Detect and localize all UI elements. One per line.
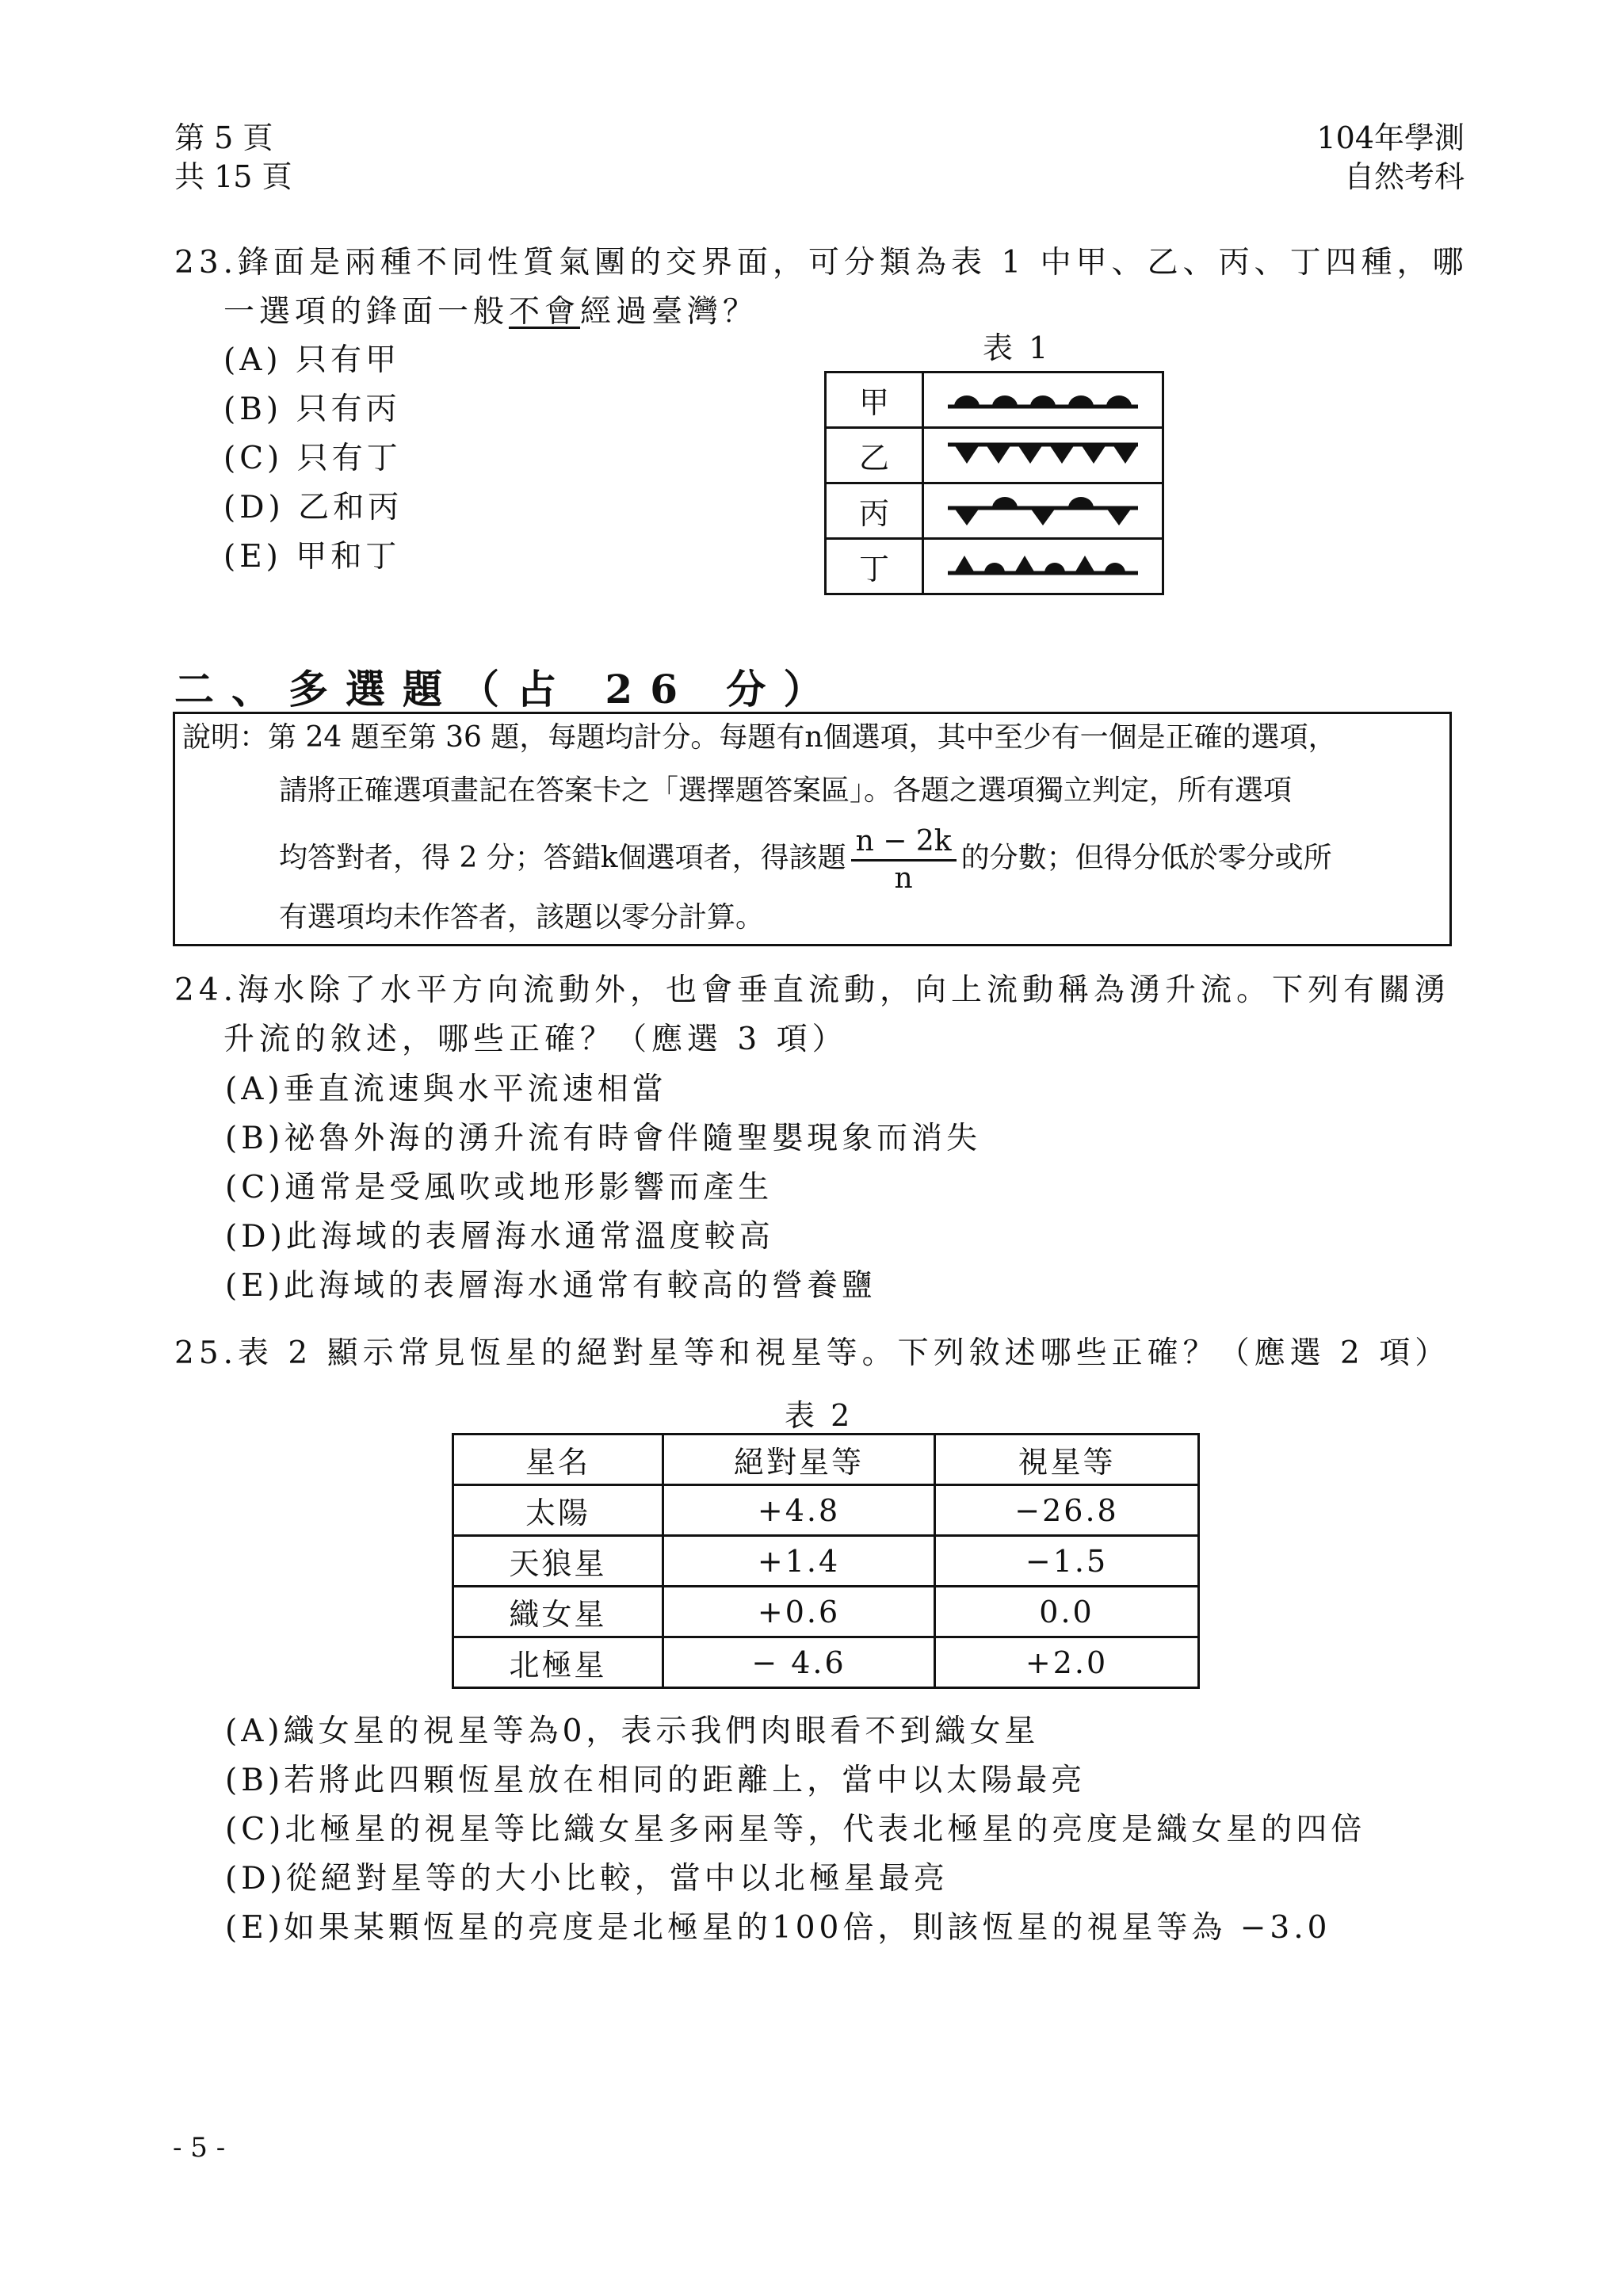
apparent-magnitude: 0.0 bbox=[935, 1587, 1199, 1637]
q25-option-b[interactable]: (B)若將此四顆恆星放在相同的距離上，當中以太陽最亮 bbox=[225, 1763, 1086, 1798]
front-label: 乙 bbox=[826, 428, 923, 483]
q25-option-a[interactable]: (A)織女星的視星等為0，表示我們肉眼看不到織女星 bbox=[225, 1713, 1040, 1749]
occluded-front-symbol bbox=[923, 539, 1163, 594]
q23-option-e[interactable]: (E) 甲和丁 bbox=[223, 539, 401, 575]
fraction-denominator: n bbox=[894, 861, 913, 895]
header-absolute-magnitude: 絕對星等 bbox=[663, 1435, 935, 1485]
fraction-numerator: n − 2k bbox=[851, 824, 957, 861]
table1-title: 表 1 bbox=[983, 330, 1052, 365]
front-label: 甲 bbox=[826, 372, 923, 428]
header-apparent-magnitude: 視星等 bbox=[935, 1435, 1199, 1485]
instructions-line3 bbox=[279, 823, 1332, 896]
absolute-magnitude: +0.6 bbox=[663, 1587, 935, 1637]
front-row-bing bbox=[826, 483, 1163, 539]
q25-stem: 25.表 2 顯示常見恆星的絕對星等和視星等。下列敘述哪些正確？（應選 2 項） bbox=[174, 1335, 1451, 1371]
front-row-ding bbox=[826, 539, 1163, 594]
page-number: - 5 - bbox=[173, 2132, 226, 2164]
front-label: 丙 bbox=[826, 483, 923, 539]
apparent-magnitude: +2.0 bbox=[935, 1637, 1199, 1688]
q24-option-a[interactable]: (A)垂直流速與水平流速相當 bbox=[225, 1072, 667, 1107]
q24-option-c[interactable]: (C)通常是受風吹或地形影響而產生 bbox=[225, 1170, 773, 1205]
q23-underlined-word: 不會 bbox=[509, 294, 581, 330]
table2-title: 表 2 bbox=[785, 1398, 854, 1433]
section-title: 二、多選題（占 26 分） bbox=[174, 666, 841, 712]
header-star-name: 星名 bbox=[453, 1435, 663, 1485]
q25-option-d[interactable]: (D)從絕對星等的大小比較，當中以北極星最亮 bbox=[225, 1861, 949, 1897]
q24-stem-line2: 升流的敘述，哪些正確？（應選 3 項） bbox=[223, 1022, 848, 1057]
q25-option-c[interactable]: (C)北極星的視星等比織女星多兩星等，代表北極星的亮度是織女星的四倍 bbox=[225, 1812, 1366, 1847]
score-fraction bbox=[851, 824, 957, 896]
front-types-table bbox=[824, 371, 1164, 595]
q25-option-e[interactable]: (E)如果某顆恆星的亮度是北極星的100倍，則該恆星的視星等為 −3.0 bbox=[225, 1910, 1331, 1946]
apparent-magnitude: −1.5 bbox=[935, 1536, 1199, 1587]
total-pages-label: 共 15 頁 bbox=[174, 159, 292, 194]
instructions-line3-post: 的分數；但得分低於零分或所 bbox=[960, 842, 1332, 874]
table-row bbox=[453, 1485, 1199, 1536]
star-name: 天狼星 bbox=[453, 1536, 663, 1587]
absolute-magnitude: − 4.6 bbox=[663, 1637, 935, 1688]
star-name: 織女星 bbox=[453, 1587, 663, 1637]
table-row bbox=[453, 1536, 1199, 1587]
stationary-front-symbol bbox=[923, 483, 1163, 539]
q24-option-b[interactable]: (B)祕魯外海的湧升流有時會伴隨聖嬰現象而消失 bbox=[225, 1121, 982, 1156]
apparent-magnitude: −26.8 bbox=[935, 1485, 1199, 1536]
absolute-magnitude: +1.4 bbox=[663, 1536, 935, 1587]
star-magnitude-table bbox=[452, 1433, 1200, 1689]
q23-option-d[interactable]: (D) 乙和丙 bbox=[223, 490, 403, 525]
q23-stem-pre: 一選項的鋒面一般 bbox=[223, 294, 510, 330]
q24-stem-line1: 24.海水除了水平方向流動外，也會垂直流動，向上流動稱為湧升流。下列有關湧 bbox=[174, 972, 1451, 1008]
front-row-yi bbox=[826, 428, 1163, 483]
table-row bbox=[453, 1637, 1199, 1688]
q23-option-b[interactable]: (B) 只有丙 bbox=[223, 392, 401, 427]
exam-title: 104年學測 bbox=[1316, 120, 1465, 155]
q23-stem-line1: 23.鋒面是兩種不同性質氣團的交界面，可分類為表 1 中甲、乙、丙、丁四種，哪 bbox=[174, 245, 1468, 281]
front-row-jia bbox=[826, 372, 1163, 428]
q24-option-d[interactable]: (D)此海域的表層海水通常溫度較高 bbox=[225, 1219, 774, 1255]
q23-stem-post: 經過臺灣？ bbox=[580, 294, 759, 330]
instructions-line3-pre: 均答對者，得 2 分；答錯k個選項者，得該題 bbox=[279, 842, 846, 874]
instructions-line1: 說明：第 24 題至第 36 題，每題均計分。每題有n個選項，其中至少有一個是正確的選項， bbox=[182, 721, 1337, 754]
front-label: 丁 bbox=[826, 539, 923, 594]
table-row bbox=[453, 1587, 1199, 1637]
q24-option-e[interactable]: (E)此海域的表層海水通常有較高的營養鹽 bbox=[225, 1268, 876, 1304]
absolute-magnitude: +4.8 bbox=[663, 1485, 935, 1536]
q23-stem-line2 bbox=[223, 288, 758, 336]
subject-title: 自然考科 bbox=[1343, 159, 1465, 194]
table-header-row bbox=[453, 1435, 1199, 1485]
star-name: 太陽 bbox=[453, 1485, 663, 1536]
q23-option-a[interactable]: (A) 只有甲 bbox=[223, 342, 400, 378]
q23-option-c[interactable]: (C) 只有丁 bbox=[223, 441, 402, 476]
cold-front-symbol bbox=[923, 428, 1163, 483]
warm-front-symbol bbox=[923, 372, 1163, 428]
star-name: 北極星 bbox=[453, 1637, 663, 1688]
instructions-line4: 有選項均未作答者，該題以零分計算。 bbox=[279, 901, 765, 934]
instructions-line2: 請將正確選項畫記在答案卡之「選擇題答案區」。各題之選項獨立判定，所有選項 bbox=[279, 774, 1293, 807]
page-label: 第 5 頁 bbox=[174, 120, 273, 155]
